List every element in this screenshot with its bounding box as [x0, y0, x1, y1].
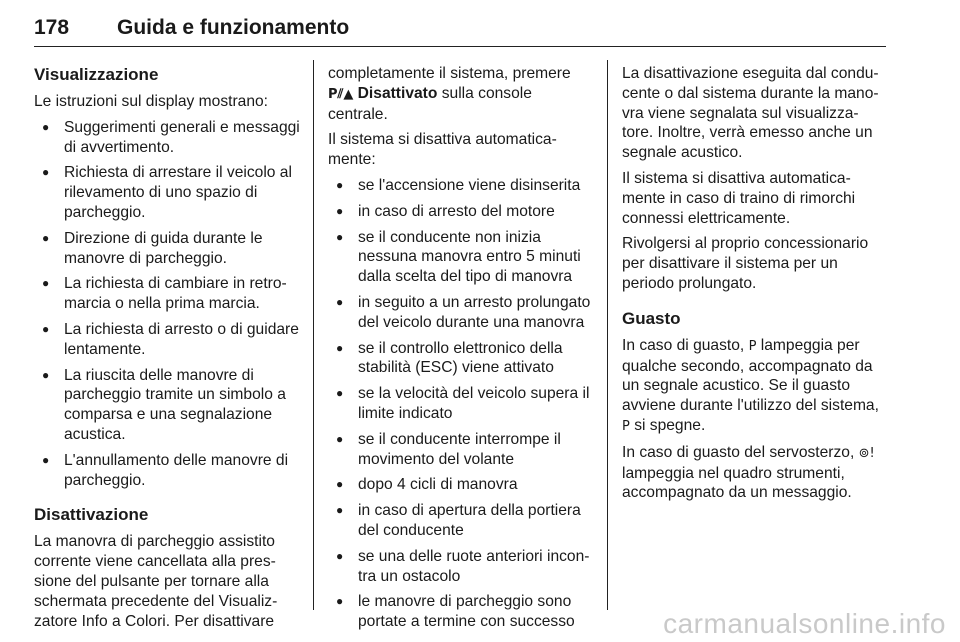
text-span: lampeggia per qualche secondo, accompagnato da un segnale acustico. Se il guasto avviene durante l'utilizzo del sistema, [622, 336, 879, 415]
bullet-list [34, 118, 300, 491]
list-item: ● Direzione di guida durante le manovre di parcheggio. [34, 229, 300, 269]
text-span: completamente il sistema, premere [328, 65, 571, 82]
paragraph: Le istruzioni sul display mostrano: [34, 93, 269, 110]
paragraph: La disattivazione eseguita dal condu-cente o dal sistema durante la mano-vra viene segnalata sul visualizza-tore. Inoltre, verrà emesso anche un segnale acustico. [622, 65, 879, 162]
text-span: In caso di guasto, [622, 336, 745, 354]
list-item: ● le manovre di parcheggio sono portate a termine con successo [328, 592, 594, 632]
list-item: ● se il controllo elettronico della stabilità (ESC) viene attivato [328, 339, 594, 379]
list-item: ● in caso di arresto del motore [328, 202, 594, 222]
page-header [34, 16, 886, 47]
list-item: ● in caso di apertura della portiera del conducente [328, 501, 594, 541]
heading-disattivazione: Disattivazione [34, 505, 149, 525]
watermark: carmanualsonline.info [663, 608, 946, 639]
button-label-disattivato: Disattivato [357, 84, 438, 102]
list-item: ● Suggerimenti generali e messaggi di avvertimento. [34, 118, 300, 158]
chapter-title: Guida e funzionamento [117, 16, 350, 39]
list-item: ● dopo 4 cicli di manovra [328, 475, 594, 495]
heading-visualizzazione: Visualizzazione [34, 65, 159, 84]
column-2 [328, 64, 594, 638]
paragraph [622, 443, 888, 503]
list-item: ● La richiesta di cambiare in retro-marcia o nella prima marcia. [34, 274, 300, 314]
paragraph [328, 64, 594, 124]
paragraph [622, 336, 888, 437]
parking-p-icon: P [622, 418, 630, 434]
column-divider [313, 60, 314, 610]
text-span: In caso di guasto del servosterzo, [622, 443, 855, 461]
text-span: si spegne. [634, 416, 706, 434]
list-item: ● in seguito a un arresto prolungato del veicolo durante una manovra [328, 293, 594, 333]
text-span: lampeggia nel quadro strumenti, accompagnato da un messaggio. [622, 464, 852, 502]
page-number: 178 [34, 16, 70, 39]
column-divider [607, 60, 608, 610]
list-item: ● La richiesta di arresto o di guidare lentamente. [34, 320, 300, 360]
bullet-list [328, 176, 594, 632]
list-item: ● se la velocità del veicolo supera il limite indicato [328, 384, 594, 424]
list-item: ● se l'accensione viene disinserita [328, 176, 594, 196]
parking-p-icon: P [748, 338, 757, 354]
heading-guasto: Guasto [622, 308, 681, 328]
paragraph: Il sistema si disattiva automatica-mente in caso di traino di rimorchi connessi elettricamente. [622, 169, 856, 227]
paragraph: La manovra di parcheggio assistito corrente viene cancellata alla pres-sione del pulsante per tornare alla schermata precedente del Visualiz-zatore Info a Colori. Per disattivare [34, 533, 278, 630]
park-assist-icon: P⫽▲ [328, 86, 354, 102]
paragraph: Il sistema si disattiva automatica-mente: [328, 131, 557, 169]
list-item: ● se il conducente non inizia nessuna manovra entro 5 minuti dalla scelta del tipo di manovra [328, 228, 594, 287]
column-1 [34, 64, 300, 637]
list-item: ● La riuscita delle manovre di parcheggio tramite un simbolo a comparsa e una segnalazione acustica. [34, 366, 300, 445]
column-3 [622, 64, 888, 509]
steering-warning-icon: ⊚! [858, 445, 875, 461]
paragraph: Rivolgersi al proprio concessionario per disattivare il sistema per un periodo prolungato. [622, 235, 869, 292]
list-item: ● se una delle ruote anteriori incon-tra un ostacolo [328, 547, 594, 587]
list-item: ● se il conducente interrompe il movimento del volante [328, 430, 594, 470]
list-item: ● Richiesta di arrestare il veicolo al rilevamento di uno spazio di parcheggio. [34, 163, 300, 222]
text-span: sulla console centrale. [328, 84, 532, 123]
list-item: ● L'annullamento delle manovre di parcheggio. [34, 451, 300, 491]
